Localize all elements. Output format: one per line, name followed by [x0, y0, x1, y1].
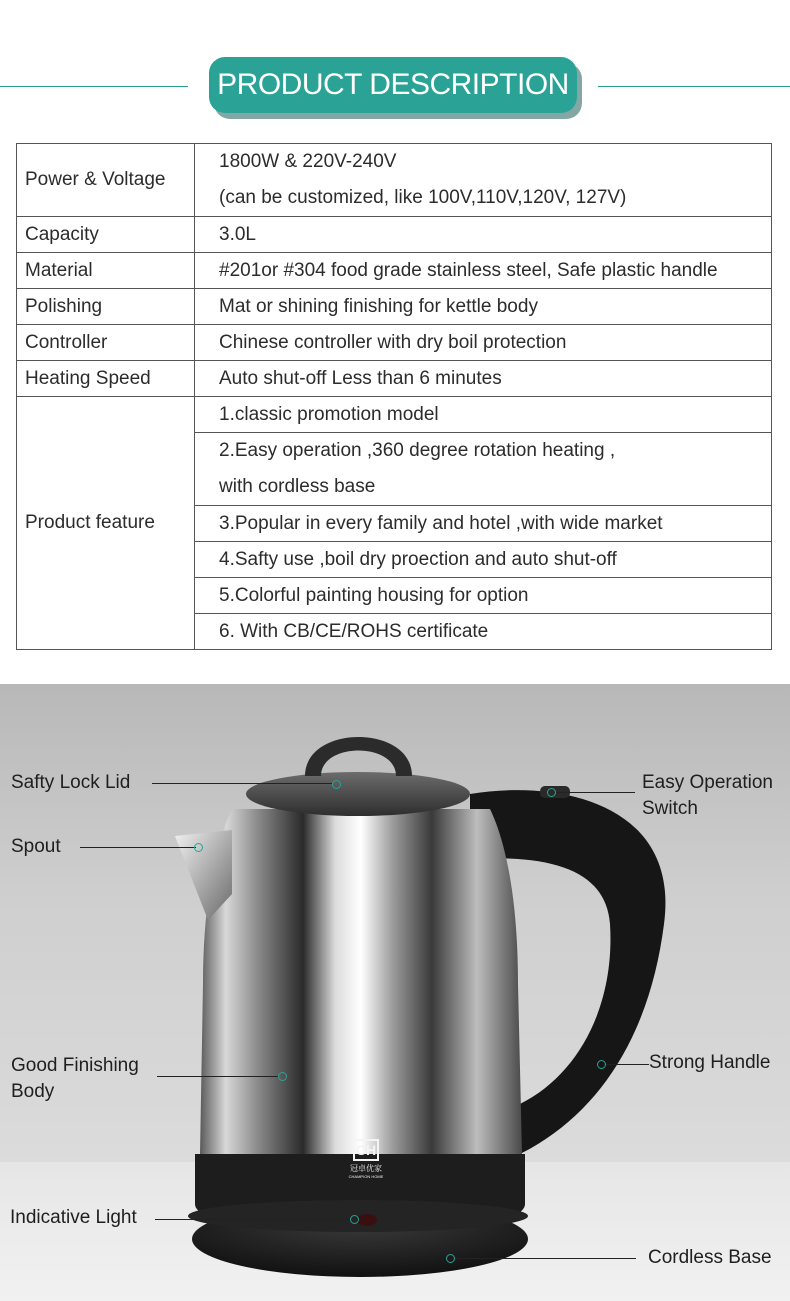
callout-lid: Safty Lock Lid: [11, 772, 131, 793]
marker-dot: [194, 843, 203, 852]
leader-line: [452, 1258, 636, 1259]
spec-label: Material: [17, 253, 195, 289]
lid-shape: [246, 772, 470, 816]
lid-knob-shape: [305, 737, 412, 776]
leader-line: [152, 783, 332, 784]
leader-line: [555, 792, 635, 793]
spec-value-line: (can be customized, like 100V,110V,120V, 127V): [219, 187, 627, 208]
leader-line: [157, 1076, 279, 1077]
feature-item: 6. With CB/CE/ROHS certificate: [195, 614, 772, 650]
kettle-body-shape: [200, 809, 522, 1177]
spec-value-line: 1800W & 220V-240V: [219, 151, 397, 172]
spec-label: Power & Voltage: [17, 144, 195, 217]
callout-switch: [642, 770, 773, 822]
callout-body-line: Body: [11, 1081, 55, 1102]
spec-label: Polishing: [17, 289, 195, 325]
brand-logo-en: CHAMPION HOME: [348, 1174, 384, 1179]
spec-label: Product feature: [17, 397, 195, 650]
table-row: [17, 361, 772, 397]
table-row: [17, 397, 772, 433]
spec-value: 3.0L: [195, 217, 772, 253]
brand-logo-mark: CH: [353, 1139, 379, 1161]
spec-label: Heating Speed: [17, 361, 195, 397]
brand-logo: [344, 1139, 388, 1179]
callout-body: [11, 1053, 139, 1105]
callout-switch-line: Switch: [642, 798, 698, 819]
leader-line: [603, 1064, 649, 1065]
section-header: [0, 0, 790, 130]
header-rule-left: [0, 86, 188, 87]
table-row: [17, 325, 772, 361]
indicator-light-shape: [357, 1214, 377, 1226]
callout-light: Indicative Light: [10, 1207, 137, 1228]
marker-dot: [547, 788, 556, 797]
marker-dot: [278, 1072, 287, 1081]
callout-spout: Spout: [11, 836, 61, 857]
table-row: [17, 253, 772, 289]
marker-dot: [350, 1215, 359, 1224]
spec-value: #201or #304 food grade stainless steel, Safe plastic handle: [195, 253, 772, 289]
table-row: [17, 289, 772, 325]
callout-body-line: Good Finishing: [11, 1055, 139, 1076]
spec-label: Controller: [17, 325, 195, 361]
header-rule-right: [598, 86, 790, 87]
callout-base: Cordless Base: [648, 1247, 772, 1268]
spec-value: Auto shut-off Less than 6 minutes: [195, 361, 772, 397]
callout-handle: Strong Handle: [649, 1052, 771, 1073]
marker-dot: [597, 1060, 606, 1069]
page-title: PRODUCT DESCRIPTION: [209, 57, 577, 113]
table-row: [17, 144, 772, 217]
feature-item-line: 2.Easy operation ,360 degree rotation heating ,: [219, 440, 616, 461]
table-row: [17, 217, 772, 253]
feature-item: [195, 433, 772, 506]
spec-value: Chinese controller with dry boil protection: [195, 325, 772, 361]
leader-line: [80, 847, 196, 848]
spec-value: [195, 144, 772, 217]
brand-logo-cn: 冠卓优家: [350, 1164, 382, 1173]
feature-item: 4.Safty use ,boil dry proection and auto shut-off: [195, 542, 772, 578]
marker-dot: [332, 780, 341, 789]
feature-item-line: with cordless base: [219, 476, 376, 497]
feature-item: 1.classic promotion model: [195, 397, 772, 433]
leader-line: [155, 1219, 350, 1220]
spec-label: Capacity: [17, 217, 195, 253]
spec-value: Mat or shining finishing for kettle body: [195, 289, 772, 325]
spec-table: [16, 143, 772, 650]
callout-switch-line: Easy Operation: [642, 772, 773, 793]
feature-item: 5.Colorful painting housing for option: [195, 578, 772, 614]
marker-dot: [446, 1254, 455, 1263]
product-photo: [0, 684, 790, 1301]
feature-item: 3.Popular in every family and hotel ,with wide market: [195, 506, 772, 542]
